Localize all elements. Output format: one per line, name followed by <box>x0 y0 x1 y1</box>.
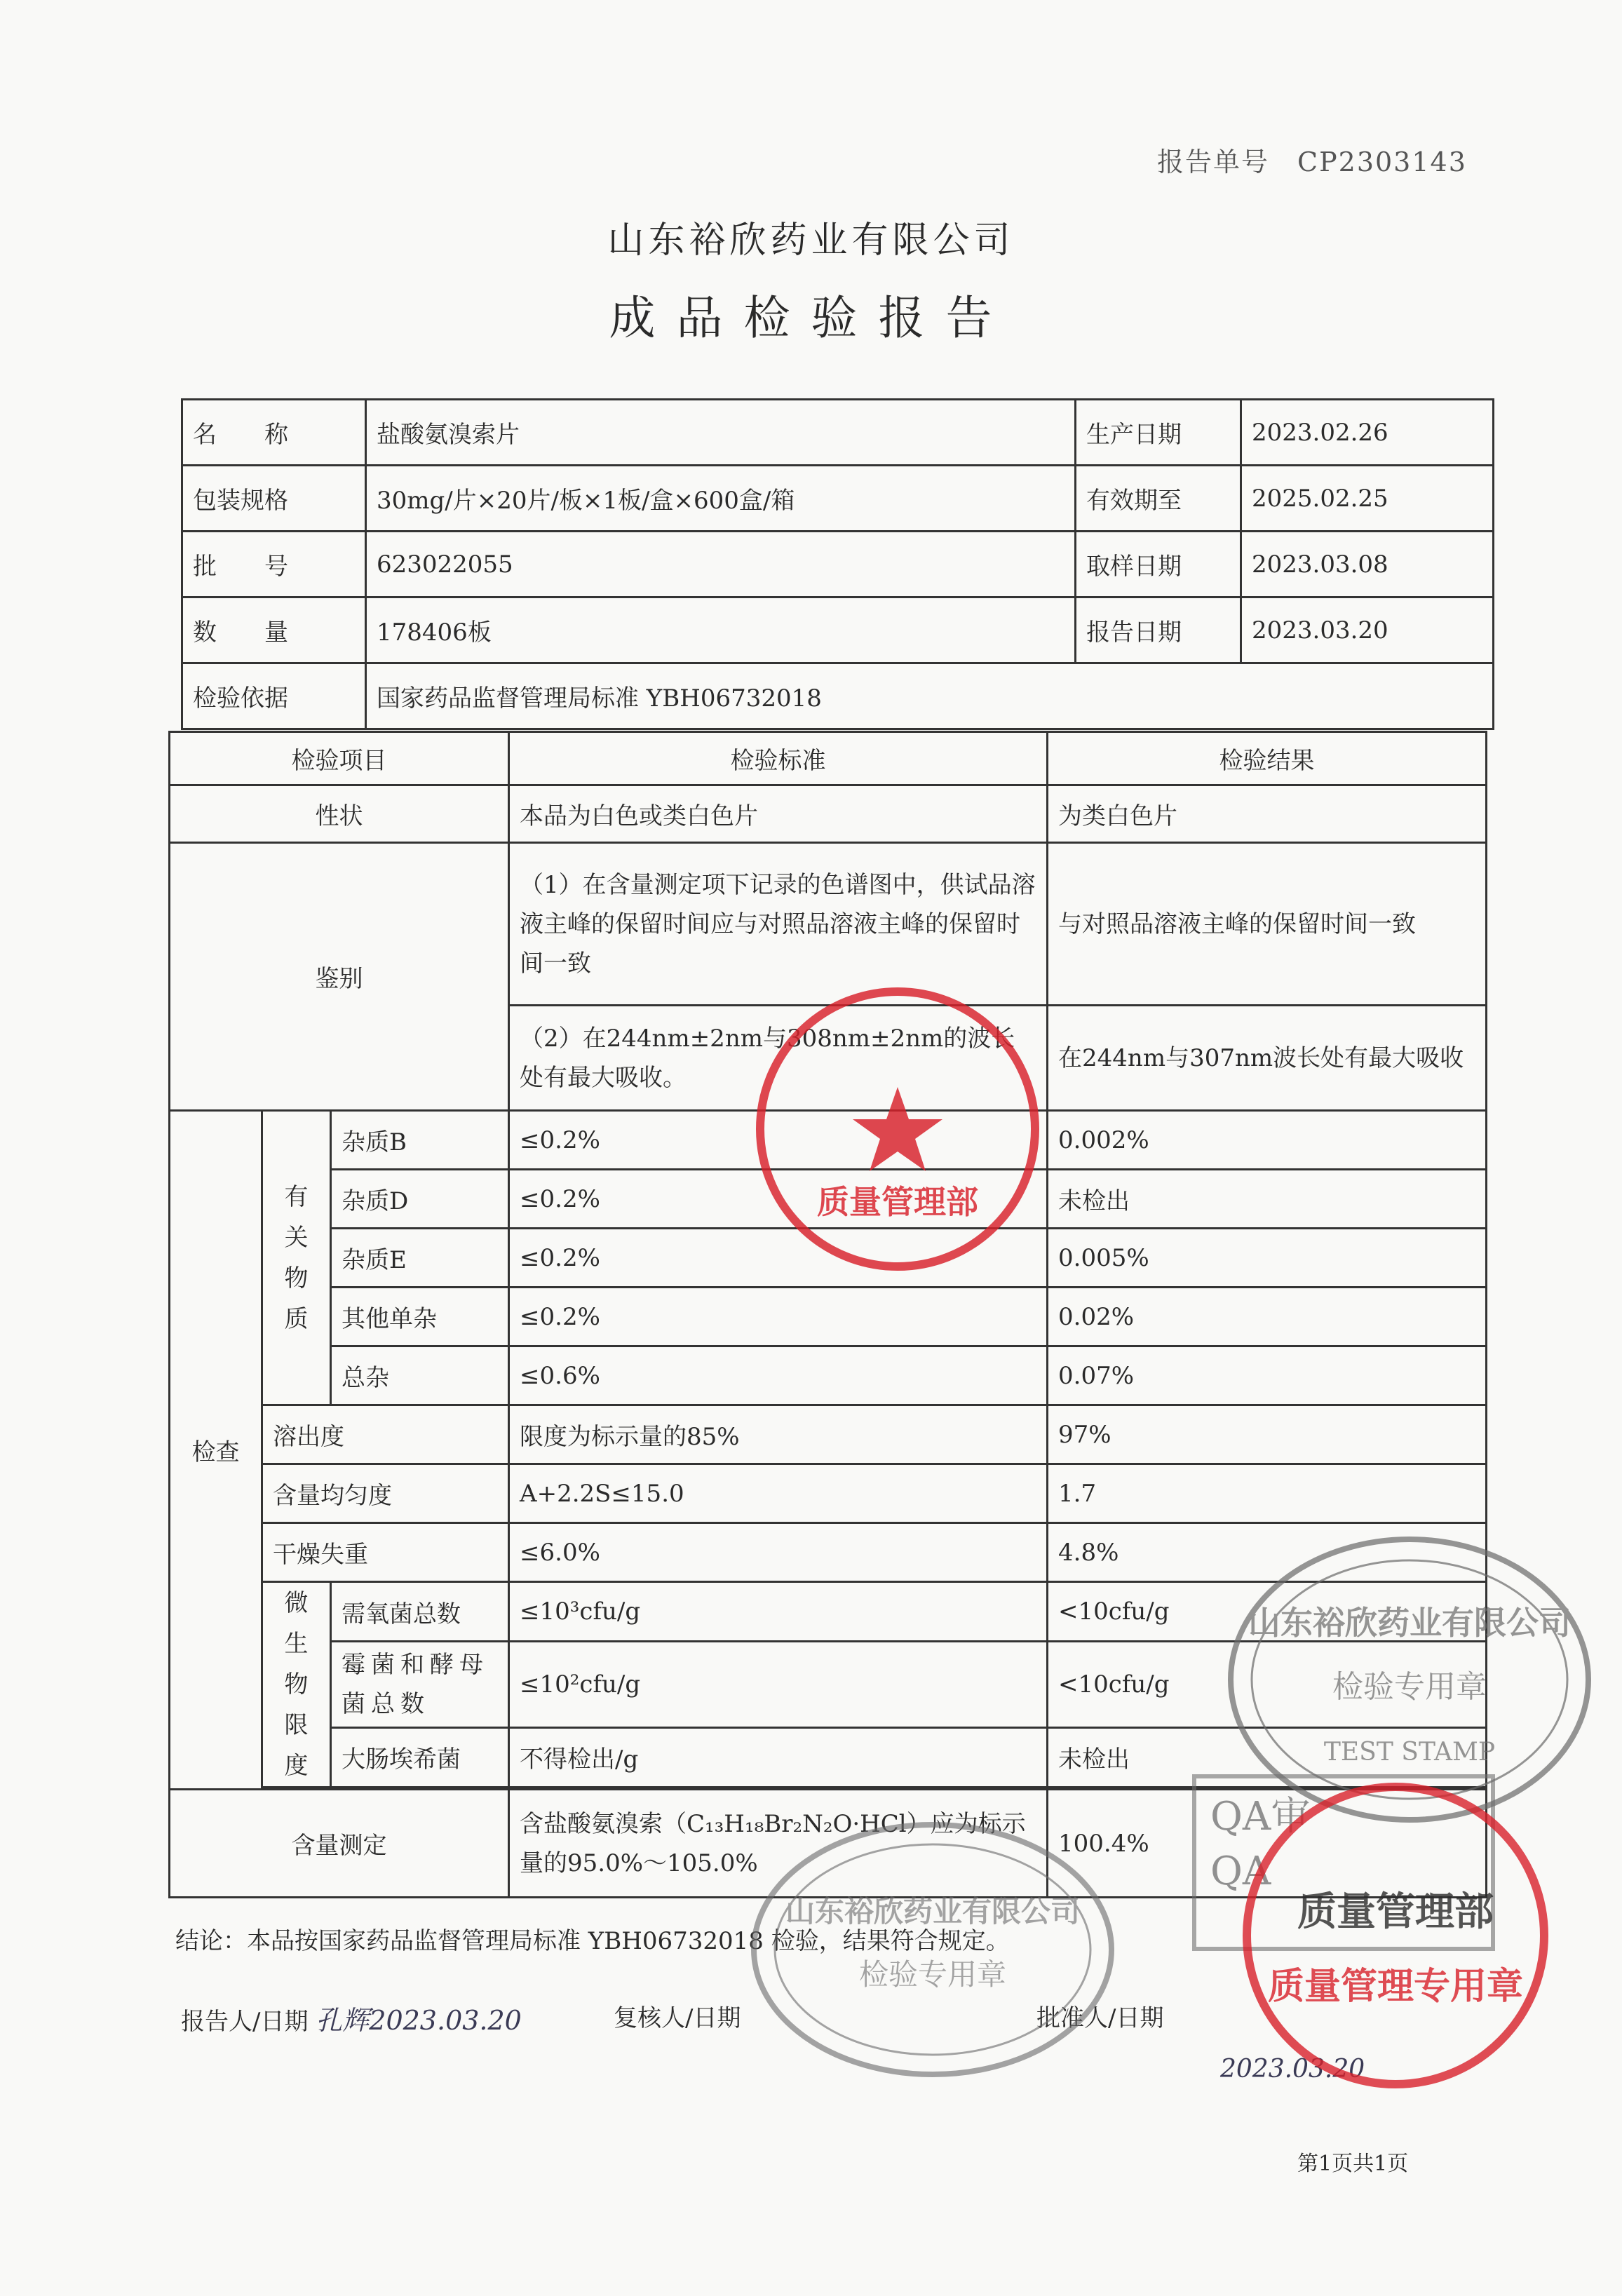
micro-item-result: 未检出 <box>1048 1727 1487 1787</box>
quantity: 178406板 <box>366 597 1076 663</box>
approver-label: 批准人/日期 <box>1036 2004 1164 2032</box>
page-number: 第1页共1页 <box>1297 2152 1409 2176</box>
identification-standard-2: （2）在244nm±2nm与308nm±2nm的波长处有最大吸收。 <box>509 1006 1048 1111</box>
sample-date-label: 取样日期 <box>1076 532 1241 597</box>
related-item-result: 0.005% <box>1048 1229 1487 1288</box>
dissolution-standard: 限度为标示量的85% <box>509 1405 1048 1464</box>
micro-item-standard: ≤10²cfu/g <box>509 1642 1048 1727</box>
check-label: 检查 <box>170 1111 262 1790</box>
package-spec: 30mg/片×20片/板×1板/盒×600盒/箱 <box>366 466 1076 532</box>
related-item-result: 0.07% <box>1048 1346 1487 1405</box>
related-item-standard: ≤0.6% <box>509 1346 1048 1405</box>
product-name: 盐酸氨溴索片 <box>366 400 1076 466</box>
sample-date: 2023.03.08 <box>1241 532 1494 597</box>
character-result: 为类白色片 <box>1048 785 1487 843</box>
reviewer-block <box>614 1999 741 2033</box>
identification-item: 鉴别 <box>170 843 509 1111</box>
batch-label: 批 号 <box>182 532 366 597</box>
header-item: 检验项目 <box>170 732 509 785</box>
related-item-result: 未检出 <box>1048 1170 1487 1229</box>
related-item-name: 杂质E <box>331 1229 509 1288</box>
character-item: 性状 <box>170 785 509 843</box>
reviewer-label: 复核人/日期 <box>614 2004 741 2032</box>
related-substances-label: 有关物质 <box>262 1111 331 1405</box>
related-item-result: 0.02% <box>1048 1288 1487 1346</box>
name-label: 名 称 <box>182 400 366 466</box>
assay-standard: 含盐酸氨溴索（C₁₃H₁₈Br₂N₂O·HCl）应为标示量的95.0%～105.0% <box>509 1790 1048 1898</box>
dissolution-result: 97% <box>1048 1405 1487 1464</box>
lod-result: 4.8% <box>1048 1523 1487 1582</box>
micro-item-name: 霉菌和酵母菌总数 <box>331 1642 509 1727</box>
header-result: 检验结果 <box>1048 732 1487 785</box>
related-item-standard: ≤0.2% <box>509 1111 1048 1170</box>
related-item-standard: ≤0.2% <box>509 1288 1048 1346</box>
seal-inner-text: 质量管理部 <box>817 1183 978 1221</box>
related-item-name: 杂质D <box>331 1170 509 1229</box>
dissolution-name: 溶出度 <box>262 1405 509 1464</box>
test-basis: 国家药品监督管理局标准 YBH06732018 <box>366 663 1494 729</box>
micro-item-name: 大肠埃希菌 <box>331 1727 509 1787</box>
micro-item-result: <10cfu/g <box>1048 1582 1487 1642</box>
seal-dept-text: 质量管理部 <box>1297 1889 1494 1935</box>
micro-item-name: 需氧菌总数 <box>331 1582 509 1642</box>
seal-purpose-text: 检验专用章 <box>1332 1669 1487 1705</box>
report-date: 2023.03.20 <box>1241 597 1494 663</box>
related-item-name: 杂质B <box>331 1111 509 1170</box>
micro-item-standard: 不得检出/g <box>509 1727 1048 1787</box>
assay-result: 100.4% <box>1048 1790 1487 1898</box>
micro-item-standard: ≤10³cfu/g <box>509 1582 1048 1642</box>
spec-label: 包装规格 <box>182 466 366 532</box>
lod-standard: ≤6.0% <box>509 1523 1048 1582</box>
qa-box-line1: QA审 <box>1210 1794 1311 1839</box>
mfg-date: 2023.02.26 <box>1241 400 1494 466</box>
microbial-limit-label: 微生物限度 <box>262 1582 331 1788</box>
expiry-label: 有效期至 <box>1076 466 1241 532</box>
reporter-label: 报告人/日期 <box>181 2008 309 2036</box>
uniformity-standard: A+2.2S≤15.0 <box>509 1464 1048 1523</box>
header-standard: 检验标准 <box>509 732 1048 785</box>
expiry-date: 2025.02.25 <box>1241 466 1494 532</box>
svg-text:山东裕欣药业有限公司: 山东裕欣药业有限公司 <box>785 1894 1081 1929</box>
related-item-standard: ≤0.2% <box>509 1229 1048 1288</box>
svg-text:检验专用章: 检验专用章 <box>858 1957 1007 1992</box>
quantity-label: 数 量 <box>182 597 366 663</box>
company-name: 山东裕欣药业有限公司 <box>607 220 1015 262</box>
uniformity-name: 含量均匀度 <box>262 1464 509 1523</box>
identification-result-1: 与对照品溶液主峰的保留时间一致 <box>1048 843 1487 1006</box>
micro-item-result: <10cfu/g <box>1048 1642 1487 1727</box>
basis-label: 检验依据 <box>182 663 366 729</box>
seal-test-text: TEST STAMP <box>1323 1738 1496 1767</box>
approver-block <box>1036 1999 1163 2033</box>
seal-company-text: 山东裕欣药业有限公司 <box>1248 1604 1571 1642</box>
identification-result-2: 在244nm与307nm波长处有最大吸收 <box>1048 1006 1487 1111</box>
report-date-label: 报告日期 <box>1076 597 1241 663</box>
reporter-block <box>181 1999 522 2037</box>
document-title: 成品检验报告 <box>609 291 1013 345</box>
assay-item: 含量测定 <box>170 1790 509 1898</box>
related-item-result: 0.002% <box>1048 1111 1487 1170</box>
lod-name: 干燥失重 <box>262 1523 509 1582</box>
approver-date: 2023.03.20 <box>1220 2055 1365 2084</box>
product-info-table <box>181 398 1494 730</box>
batch-number: 623022055 <box>366 532 1076 597</box>
identification-standard-1: （1）在含量测定项下记录的色谱图中，供试品溶液主峰的保留时间应与对照品溶液主峰的保留时间一致 <box>509 843 1048 1006</box>
test-results-table <box>168 731 1487 1898</box>
seal-purpose-text: 质量管理专用章 <box>1267 1965 1524 2008</box>
report-number: 报告单号 CP2303143 <box>1157 147 1467 177</box>
mfg-date-label: 生产日期 <box>1076 400 1241 466</box>
character-standard: 本品为白色或类白色片 <box>509 785 1048 843</box>
conclusion: 结论：本品按国家药品监督管理局标准 YBH06732018 检验，结果符合规定。 <box>175 1927 1010 1955</box>
related-item-name: 总杂 <box>331 1346 509 1405</box>
related-item-standard: ≤0.2% <box>509 1170 1048 1229</box>
qa-box-line2: QA <box>1210 1849 1271 1894</box>
uniformity-result: 1.7 <box>1048 1464 1487 1523</box>
reporter-signature: 孔辉2023.03.20 <box>316 2005 522 2036</box>
related-item-name: 其他单杂 <box>331 1288 509 1346</box>
